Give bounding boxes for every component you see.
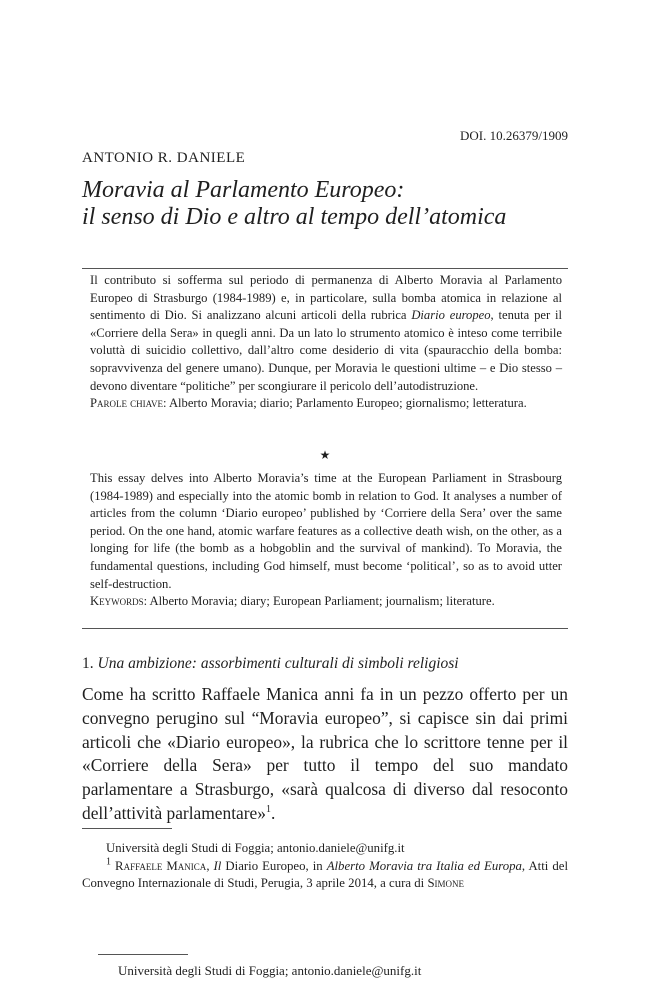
footnote-1-number: 1	[106, 856, 111, 868]
abstract-it-text-after: , tenuta per il «Corriere della Sera» in quegli anni. Da un lato lo strumento atomico è inteso come terribile voluttà di suicidio collettivo, dall’altro come desiderio di vita (spauracchio della bomba: sopravvivenza del genere umano). Dunque, per Moravia le questioni ultime – e Dio stesso – devono diventare “politiche” per scongiurare il pericolo dell’autodistruzione.	[90, 308, 562, 393]
title-line-2: il senso di Dio e altro al tempo dell’atomica	[82, 204, 507, 230]
abstract-english	[90, 470, 562, 611]
abstract-it-rubrica: Diario europeo	[411, 308, 491, 323]
keywords-it: Alberto Moravia; diario; Parlamento Europeo; giornalismo; letteratura.	[166, 396, 527, 411]
author-name: ANTONIO R. DANIELE	[82, 150, 246, 166]
keywords-en-label: Keywords:	[90, 594, 148, 609]
footnote-1-rest: , Atti del Convegno Internazionale di Studi, Perugia, 3 aprile 2014, a cura di	[82, 858, 569, 891]
footnote-1-mid: Diario Europeo, in	[221, 858, 327, 873]
body-paragraph	[82, 683, 568, 826]
section-heading	[82, 655, 459, 673]
footnote-1-book: Alberto Moravia tra Italia ed Europa	[326, 858, 522, 873]
body-text-end: .	[270, 802, 276, 823]
doi: DOI. 10.26379/1909	[460, 128, 568, 143]
title-line-1: Moravia al Parlamento Europeo:	[82, 177, 405, 203]
section-number: 1.	[82, 655, 94, 672]
footnotes	[82, 840, 568, 893]
abstract-it-text: Il contributo si sofferma sul periodo di permanenza di Alberto Moravia al Parlamento Europeo di Strasburgo (1984-1989) e, in particolare, sulla bomba atomica in relazione al sentimento di Dio. Si analizzano alcuni articoli della rubrica	[90, 273, 562, 323]
footnote-rule	[82, 828, 172, 829]
keywords-it-label: Parole chiave:	[90, 396, 167, 411]
abstract-bottom-rule	[82, 628, 568, 629]
abstract-en-text: This essay delves into Alberto Moravia’s time at the European Parliament in Strasbourg (1984-1989) and especially into the atomic bomb in relation to God. It analyses a number of articles from the column ‘Diario europeo’ published by ‘Corriere della Sera’ over the same period. On the one hand, atomic warfare features as a collective death wish, on the other, as a longing for life (the bomb as a hobgoblin and the survival of mankind). To Moravia, the fundamental questions, including God himself, must become ‘political’, so as to avoid utter self-destruction.	[90, 471, 562, 591]
separator-star: ★	[319, 448, 331, 462]
footnote-affiliation: Università degli Studi di Foggia; antonio.daniele@unifg.it	[106, 841, 405, 855]
section-title: Una ambizione: assorbimenti culturali di simboli religiosi	[97, 655, 459, 672]
abstract-italian	[90, 272, 562, 413]
footnote-ref-1: 1	[265, 804, 271, 816]
body-text: Come ha scritto Raffaele Manica anni fa in un pezzo offerto per un convegno perugino sul “Moravia europeo”, si capisce sin dai primi articoli che «Diario europeo», la rubrica che lo scrittore tenne per il «Corriere della Sera» per tutto il tempo del suo mandato parlamentare a Strasburgo, «sarà qualcosa di diverso dal resoconto dell’attività parlamentare»	[82, 684, 568, 823]
keywords-en: Alberto Moravia; diary; European Parliament; journalism; literature.	[147, 594, 495, 609]
footnote-1-author: Raffaele Manica	[115, 858, 207, 873]
bottom-footnote-rule	[98, 954, 188, 955]
footnote-1-sep: ,	[206, 858, 214, 873]
bottom-affiliation: Università degli Studi di Foggia; antonio.daniele@unifg.it	[118, 963, 422, 978]
footnote-1	[82, 858, 568, 893]
article-title	[82, 177, 506, 231]
footnote-1-il: Il	[213, 858, 222, 873]
footnote-1-editor: Simone	[427, 876, 465, 891]
abstract-top-rule	[82, 268, 568, 269]
